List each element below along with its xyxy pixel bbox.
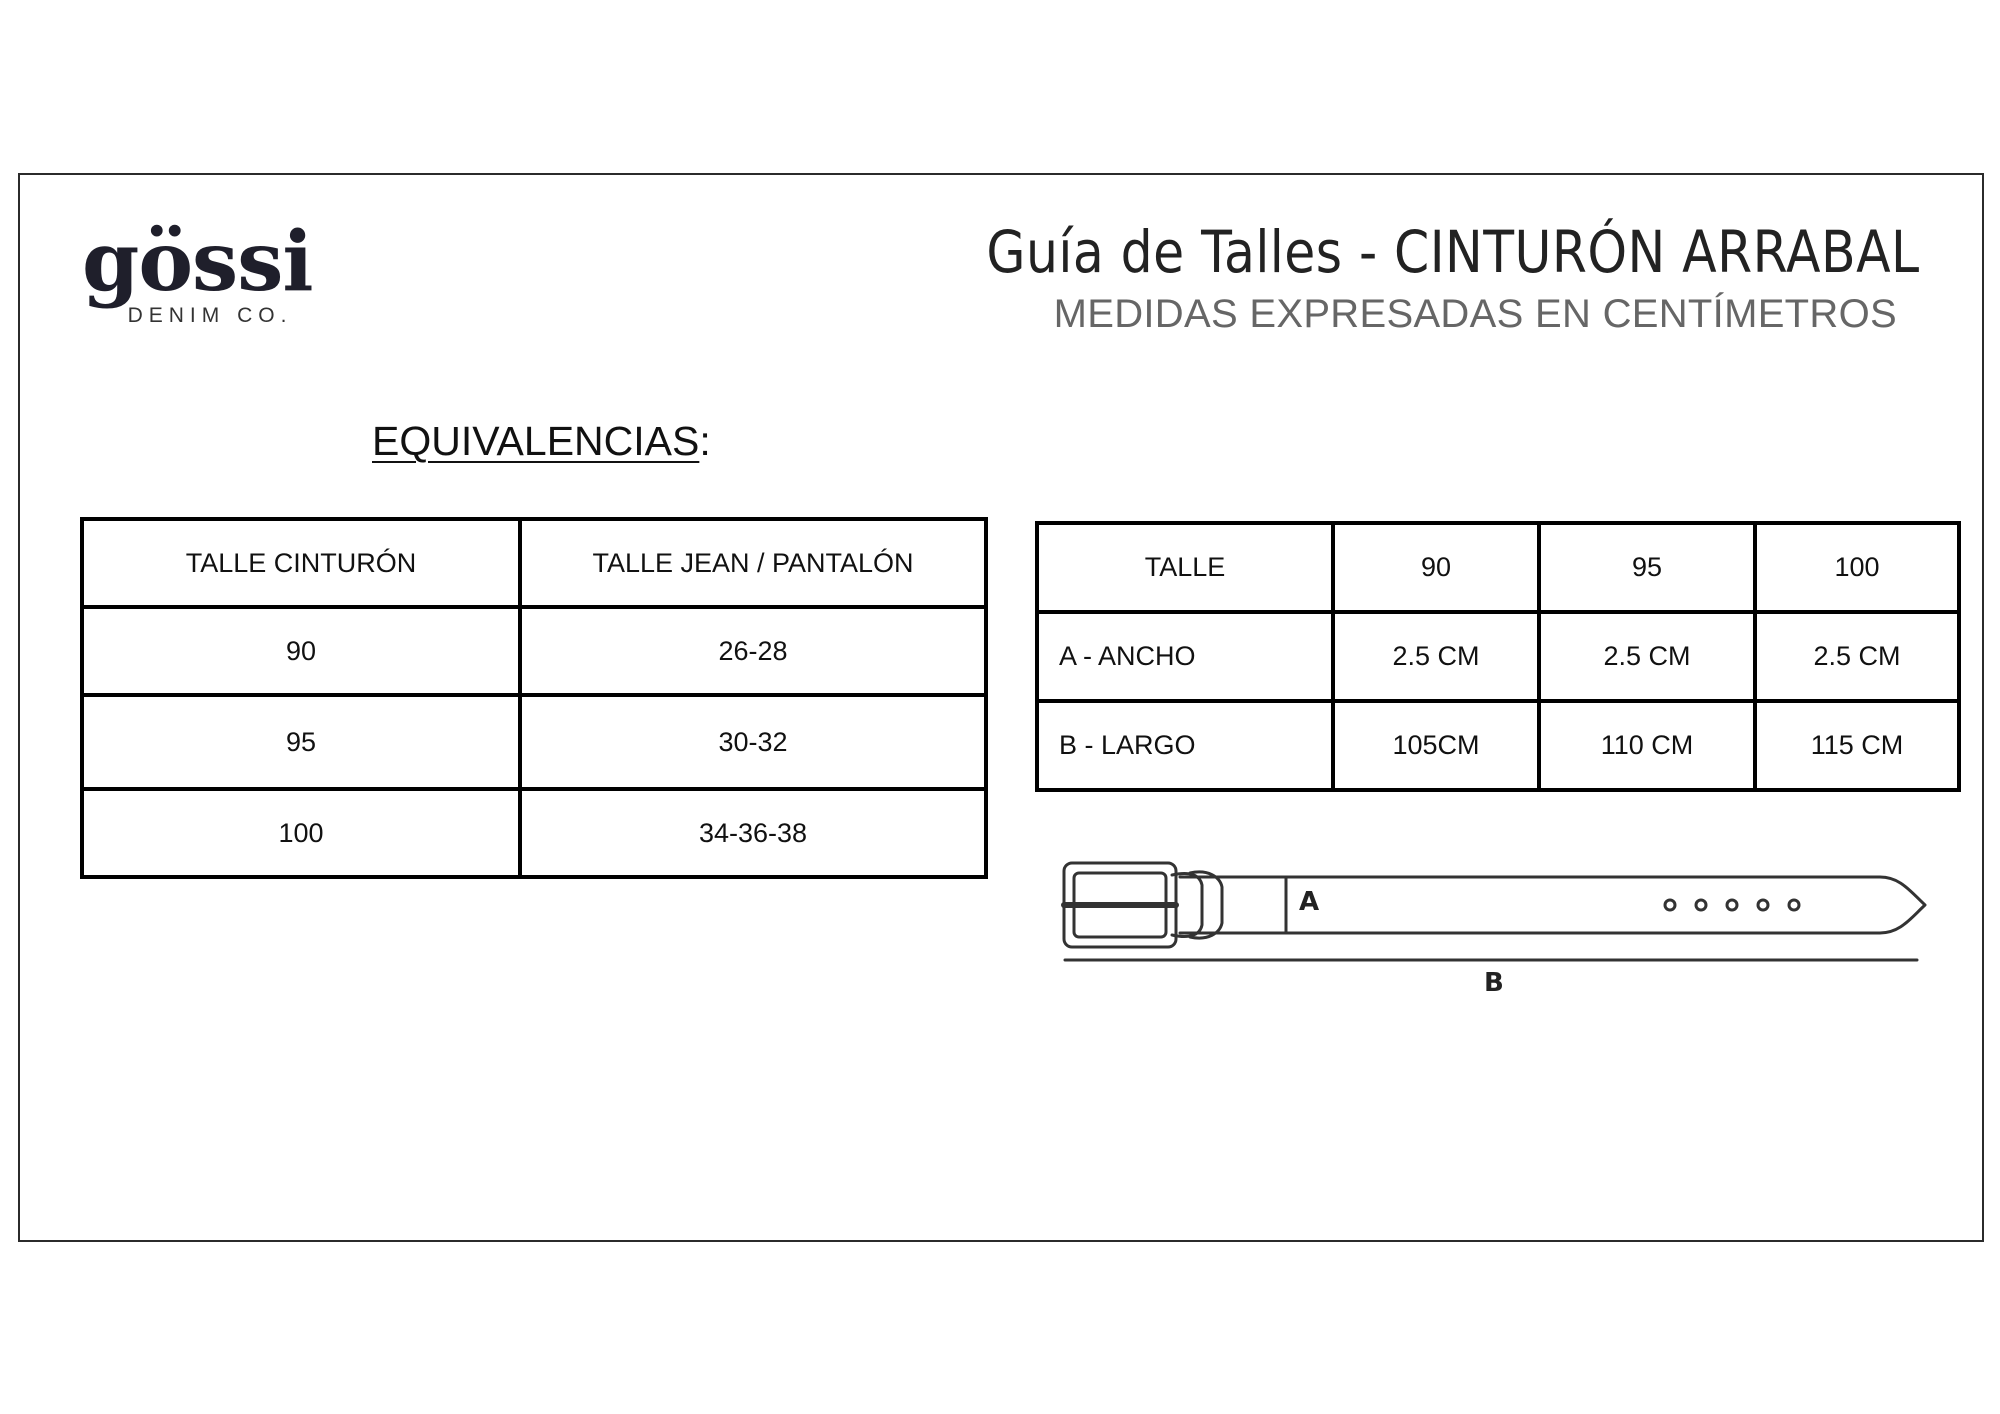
header-size-95: 95 xyxy=(1539,523,1755,612)
page-title: Guía de Talles - CINTURÓN ARRABAL xyxy=(986,218,1920,286)
table-row xyxy=(82,695,986,789)
table-header-row xyxy=(82,519,986,607)
table-row xyxy=(82,789,986,877)
brand-logo xyxy=(82,214,313,328)
cell-largo-90: 105CM xyxy=(1333,701,1539,790)
cell-talle-cinturon: 90 xyxy=(82,607,520,695)
table-row xyxy=(82,607,986,695)
equivalencias-table xyxy=(80,517,988,879)
page-subtitle: MEDIDAS EXPRESADAS EN CENTÍMETROS xyxy=(1053,292,1897,336)
belt-diagram xyxy=(1060,855,1930,1005)
table-header-row xyxy=(1037,523,1959,612)
equivalencias-heading-colon: : xyxy=(699,418,711,464)
header-talle-cinturon: TALLE CINTURÓN xyxy=(82,519,520,607)
size-table xyxy=(1035,521,1961,792)
cell-ancho-90: 2.5 CM xyxy=(1333,612,1539,701)
equivalencias-heading-text: EQUIVALENCIAS xyxy=(372,418,700,464)
table-row-largo xyxy=(1037,701,1959,790)
header-talle-jean: TALLE JEAN / PANTALÓN xyxy=(520,519,986,607)
brand-name: gössi xyxy=(82,214,313,310)
cell-talle-jean: 34-36-38 xyxy=(520,789,986,877)
equivalencias-heading xyxy=(372,418,711,465)
belt-length-label: B xyxy=(1484,968,1504,998)
row-label-ancho: A - ANCHO xyxy=(1037,612,1333,701)
header-size-90: 90 xyxy=(1333,523,1539,612)
cell-ancho-95: 2.5 CM xyxy=(1539,612,1755,701)
header-talle: TALLE xyxy=(1037,523,1333,612)
brand-tagline: DENIM CO. xyxy=(127,304,293,327)
belt-width-label: A xyxy=(1299,887,1320,917)
cell-largo-95: 110 CM xyxy=(1539,701,1755,790)
cell-talle-cinturon: 95 xyxy=(82,695,520,789)
cell-talle-jean: 26-28 xyxy=(520,607,986,695)
cell-largo-100: 115 CM xyxy=(1755,701,1959,790)
row-label-largo: B - LARGO xyxy=(1037,701,1333,790)
cell-talle-jean: 30-32 xyxy=(520,695,986,789)
cell-talle-cinturon: 100 xyxy=(82,789,520,877)
cell-ancho-100: 2.5 CM xyxy=(1755,612,1959,701)
table-row-ancho xyxy=(1037,612,1959,701)
header-size-100: 100 xyxy=(1755,523,1959,612)
